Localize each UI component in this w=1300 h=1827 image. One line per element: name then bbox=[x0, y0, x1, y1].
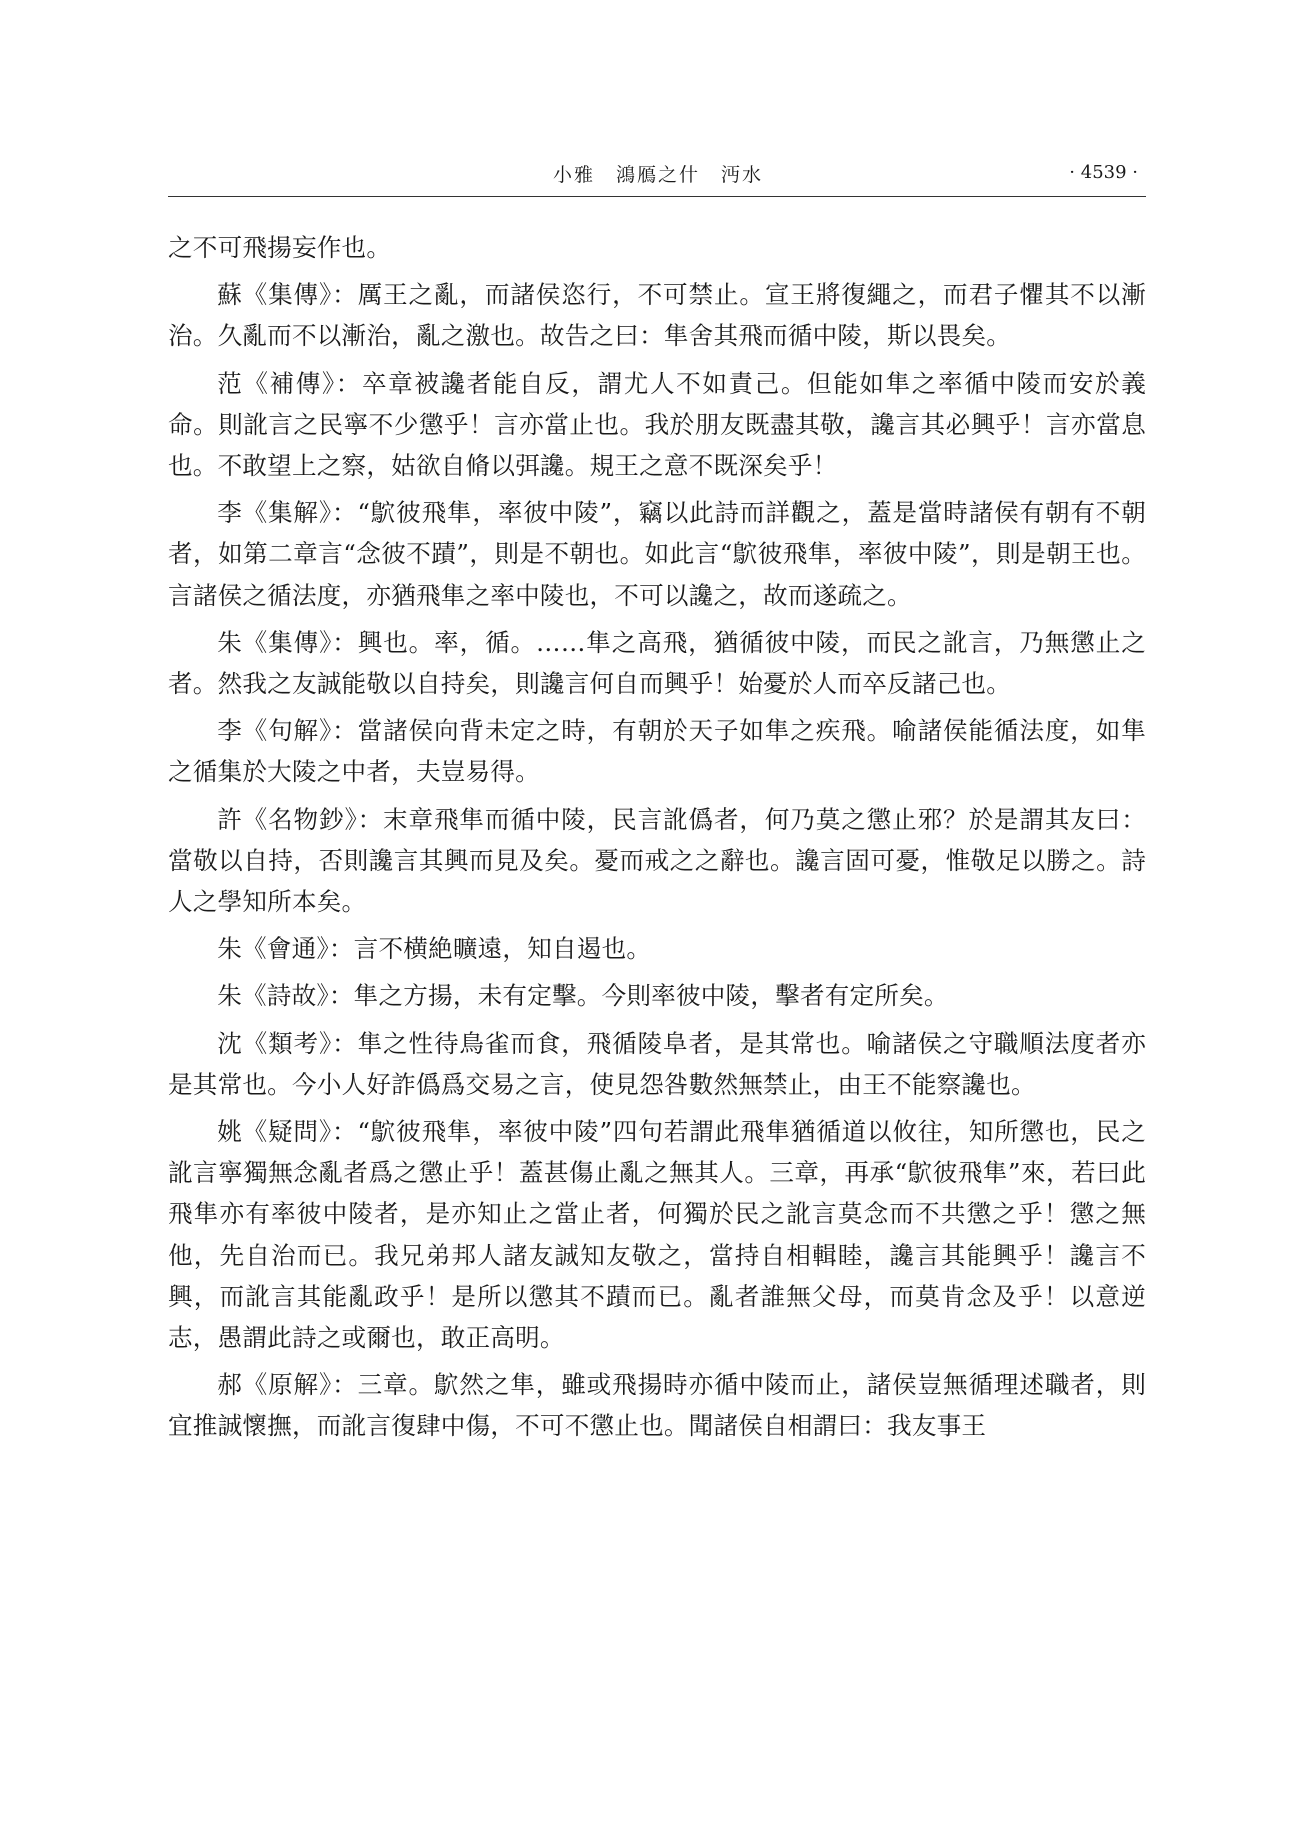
paragraph-zhu-jizhuan: 朱《集傳》：興也。率，循。……隼之高飛，猶循彼中陵，而民之訛言，乃無懲止之者。然我之友誠能敬以自持矣，則讒言何自而興乎！始憂於人而卒反諸己也。 bbox=[168, 627, 1146, 699]
paragraph-yao-yiwen: 姚《疑問》：“鴥彼飛隼，率彼中陵”四句若謂此飛隼猶循道以攸往，知所懲也，民之訛言寧獨無念亂者爲之懲止乎！蓋甚傷止亂之無其人。三章，再承“鴥彼飛隼”來，若曰此飛隼亦有率彼中陵者，是亦知止之當止者，何獨於民之訛言莫念而不共懲之乎！懲之無他，先自治而已。我兄弟邦人諸友誠知友敬之，當持自相輯睦，讒言其能興乎！讒言不興，而訛言其能亂政乎！是所以懲其不蹟而已。亂者誰無父母，而莫肯念及乎！以意逆志，愚謂此詩之或爾也，敢正高明。 bbox=[168, 1117, 1146, 1353]
paragraph-zhu-shigu: 朱《詩故》：隼之方揚，未有定擊。今則率彼中陵，擊者有定所矣。 bbox=[217, 981, 949, 1011]
paragraph-fan-buzhuan: 范《補傳》：卒章被讒者能自反，謂尤人不如責己。但能如隼之率循中陵而安於義命。則訛言之民寧不少懲乎！言亦當止也。我於朋友既盡其敬，讒言其必興乎！言亦當息也。不敢望上之察，姑欲自脩以弭讒。規王之意不既深矣乎！ bbox=[168, 368, 1146, 481]
body-text bbox=[168, 227, 1146, 1453]
paragraph-continuation: 之不可飛揚妄作也。 bbox=[168, 233, 392, 262]
paragraph-li-jujie: 李《句解》：當諸侯向背未定之時，有朝於天子如隼之疾飛。喻諸侯能循法度，如隼之循集於大陵之中者，夫豈易得。 bbox=[168, 716, 1146, 787]
page-number: · 4539 · bbox=[1069, 162, 1138, 183]
paragraph-hao-yuanjie: 郝《原解》：三章。鴥然之隼，雖或飛揚時亦循中陵而止，諸侯豈無循理述職者，則宜推誠懷撫，而訛言復肆中傷，不可不懲止也。聞諸侯自相謂曰：我友事王 bbox=[168, 1370, 1146, 1441]
paragraph-shen-leikao: 沈《類考》：隼之性待鳥雀而食，飛循陵阜者，是其常也。喻諸侯之守職順法度者亦是其常也。今小人好詐僞爲交易之言，使見怨咎數然無禁止，由王不能察讒也。 bbox=[168, 1028, 1146, 1099]
paragraph-su-jizhuan: 蘇《集傳》：厲王之亂，而諸侯恣行，不可禁止。宣王將復繩之，而君子懼其不以漸治。久亂而不以漸治，亂之激也。故告之曰：隼舍其飛而循中陵，斯以畏矣。 bbox=[168, 280, 1146, 351]
paragraph-zhu-huitong: 朱《會通》：言不横絶曠遠，知自遏也。 bbox=[217, 934, 652, 964]
paragraph-xu-mingwuchao: 許《名物鈔》：末章飛隼而循中陵，民言訛僞者，何乃莫之懲止邪？於是謂其友曰：當敬以自持，否則讒言其興而見及矣。憂而戒之之辭也。讒言固可憂，惟敬足以勝之。詩人之學知所本矣。 bbox=[168, 804, 1146, 917]
running-header bbox=[168, 160, 1148, 196]
header-rule bbox=[168, 196, 1146, 197]
running-title: 小雅 鴻鴈之什 沔水 bbox=[552, 164, 763, 186]
paragraph-li-jijie: 李《集解》：“鴥彼飛隼，率彼中陵”，竊以此詩而詳觀之，蓋是當時諸侯有朝有不朝者，如第二章言“念彼不蹟”，則是不朝也。如此言“鴥彼飛隼，率彼中陵”，則是朝王也。言諸侯之循法度，亦猶飛隼之率中陵也，不可以讒之，故而遂疏之。 bbox=[168, 498, 1146, 610]
